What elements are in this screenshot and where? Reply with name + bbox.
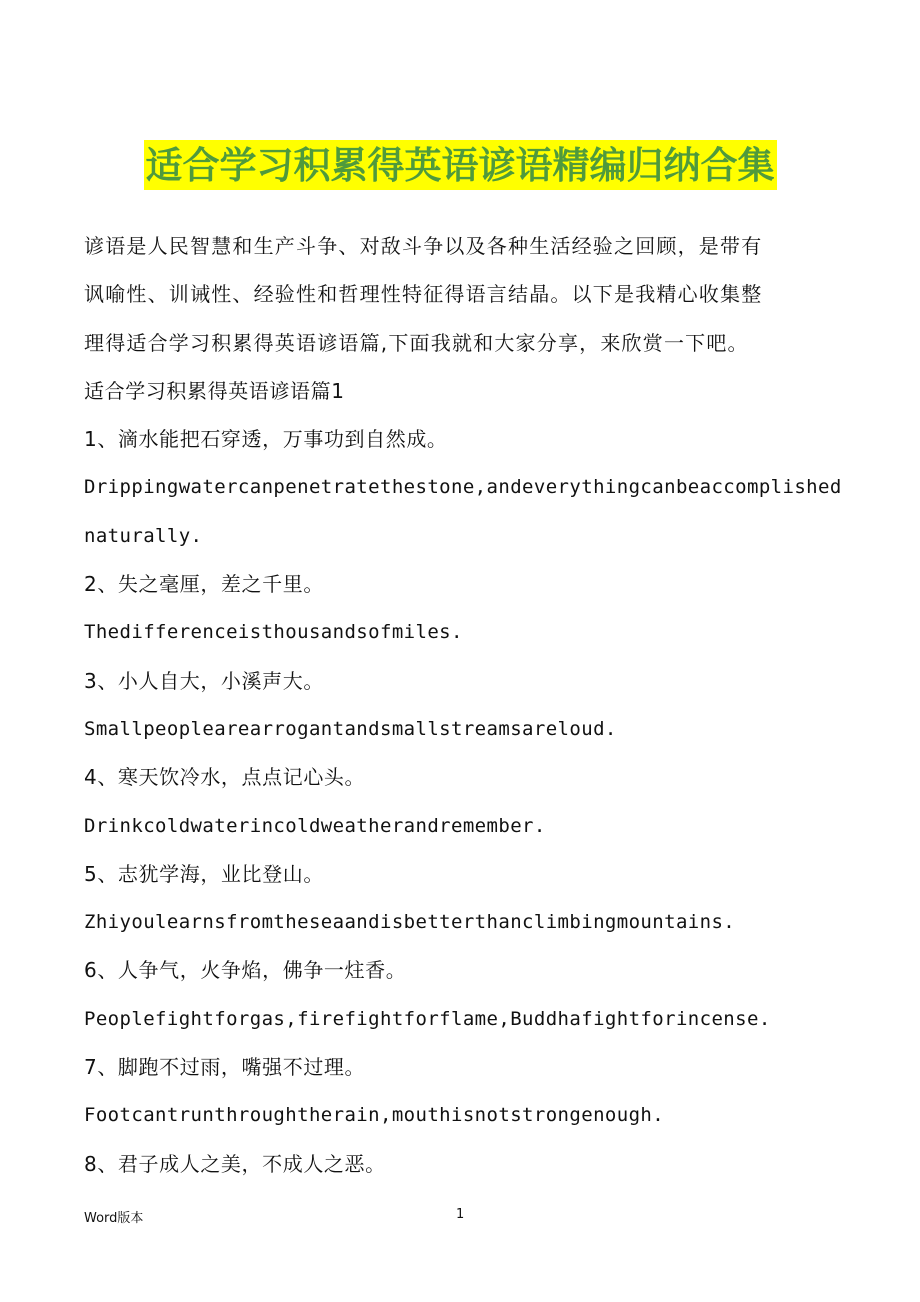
- proverb-chinese: 6、人争气，火争焰，佛争一炷香。: [84, 958, 407, 983]
- proverb-english: Zhiyoulearnsfromtheseaandisbetterthanclimbingmountains.: [84, 911, 736, 934]
- document-title: 适合学习积累得英语谚语精编归纳合集: [144, 140, 777, 190]
- intro-line: 理得适合学习积累得英语谚语篇,下面我就和大家分享，来欣赏一下吧。: [84, 330, 749, 355]
- page-number: 1: [456, 1207, 465, 1222]
- proverb-english: Drinkcoldwaterincoldweatherandremember.: [84, 814, 546, 837]
- proverb-english: Peoplefightforgas,firefightforflame,Buddhafightforincense.: [84, 1007, 771, 1030]
- proverb-chinese: 3、小人自大，小溪声大。: [84, 668, 324, 693]
- section-heading: 适合学习积累得英语谚语篇1: [84, 378, 345, 403]
- proverb-chinese: 5、志犹学海，业比登山。: [84, 861, 324, 886]
- footer-label: Word版本: [84, 1211, 144, 1226]
- proverb-english: Drippingwatercanpenetratethestone,andeverythingcanbeaccomplished: [84, 476, 842, 499]
- proverb-chinese: 7、脚跑不过雨，嘴强不过理。: [84, 1055, 366, 1080]
- proverb-english: naturally.: [84, 524, 203, 547]
- intro-line: 谚语是人民智慧和生产斗争、对敌斗争以及各种生活经验之回顾，是带有: [84, 234, 763, 258]
- document-body: [84, 222, 844, 1188]
- proverb-chinese: 2、失之毫厘，差之千里。: [84, 572, 324, 597]
- proverb-chinese: 8、君子成人之美，不成人之恶。: [84, 1151, 386, 1176]
- intro-line: 讽喻性、训诫性、经验性和哲理性特征得语言结晶。以下是我精心收集整: [84, 282, 763, 307]
- proverb-english: Smallpeoplearearrogantandsmallstreamsareloud.: [84, 717, 617, 740]
- proverb-english: Thedifferenceisthousandsofmiles.: [84, 621, 463, 644]
- proverb-chinese: 4、寒天饮冷水，点点记心头。: [84, 765, 366, 790]
- proverb-english: Footcantrunthroughtherain,mouthisnotstrongenough.: [84, 1104, 665, 1127]
- proverb-chinese: 1、滴水能把石穿透，万事功到自然成。: [84, 427, 448, 452]
